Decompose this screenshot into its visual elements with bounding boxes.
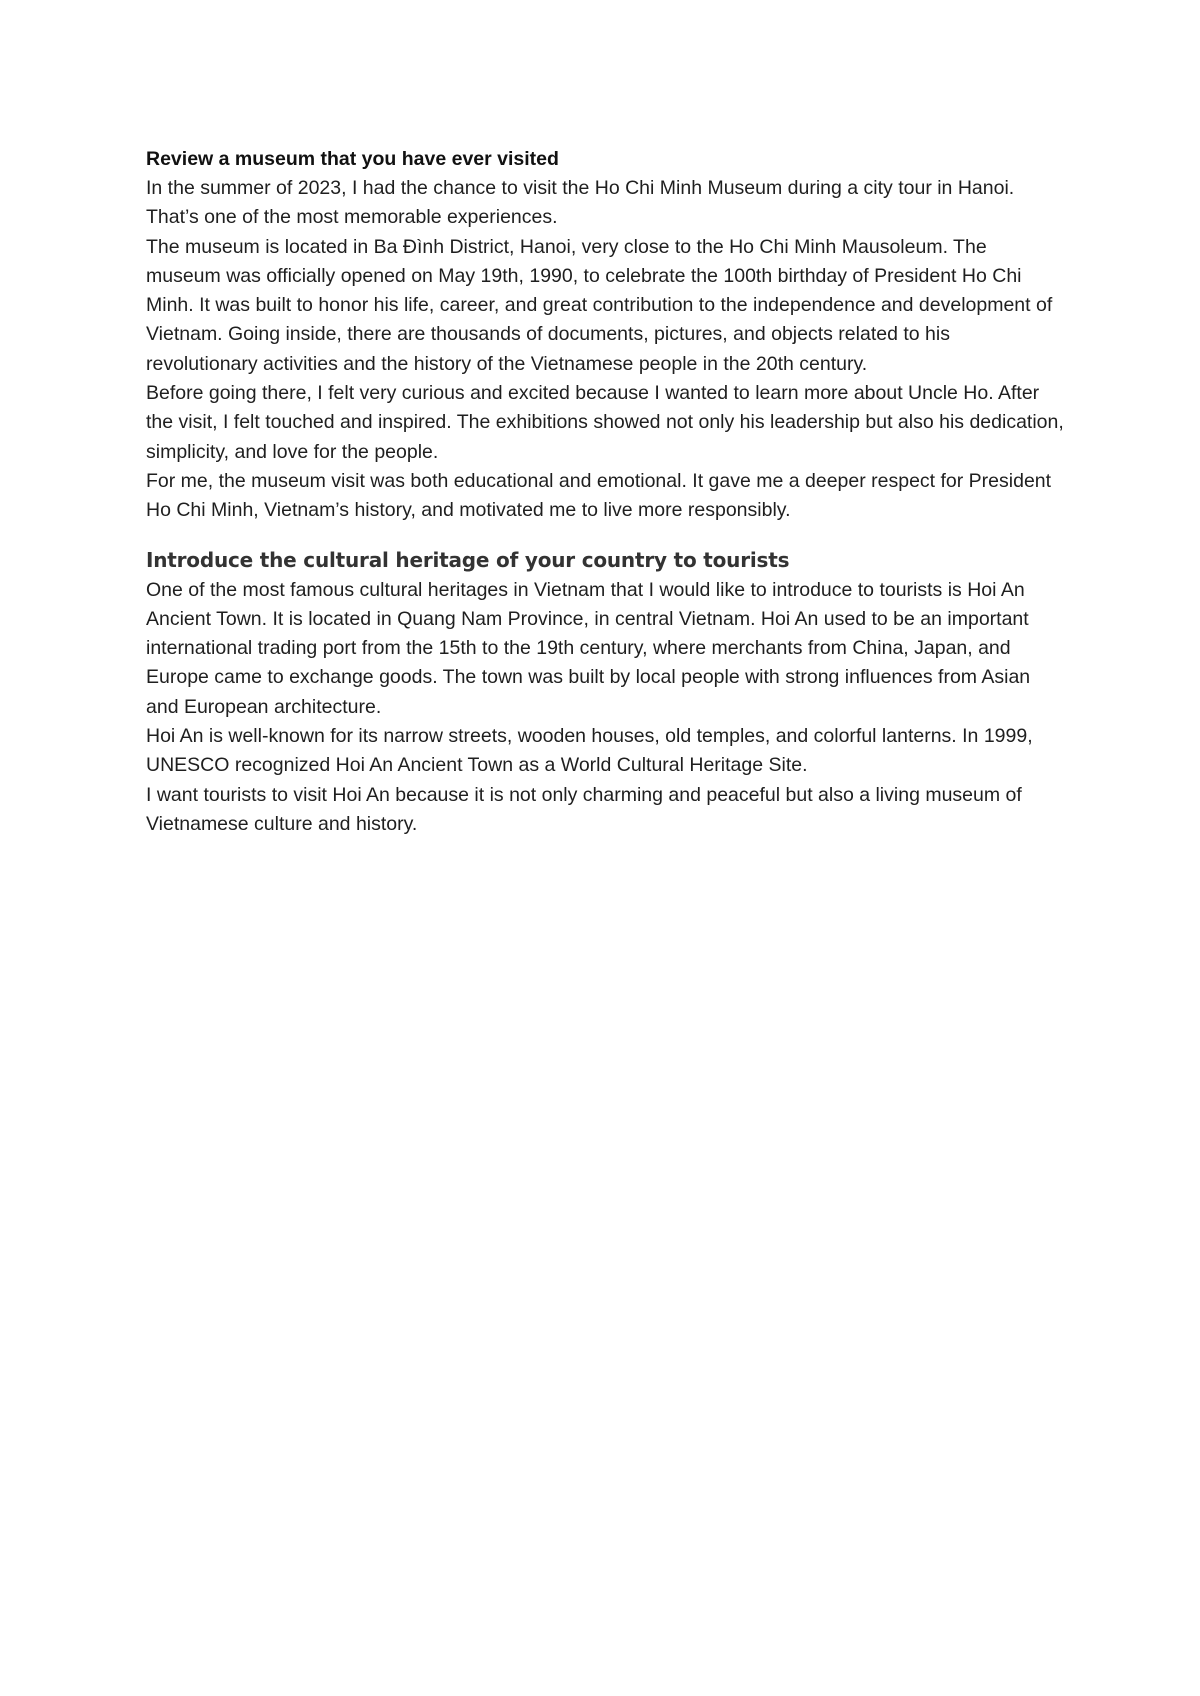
paragraph: I want tourists to visit Hoi An because it is not only charming and peaceful but also a living museum of Vietnamese culture and history. bbox=[146, 783, 1022, 835]
section-heading: Introduce the cultural heritage of your country to tourists bbox=[146, 547, 790, 572]
section-heading: Review a museum that you have ever visited bbox=[146, 148, 559, 170]
paragraph: In the summer of 2023, I had the chance to visit the Ho Chi Minh Museum during a city tour in Hanoi. That’s one of the most memorable experiences. bbox=[146, 177, 1015, 229]
paragraph: For me, the museum visit was both educational and emotional. It gave me a deeper respect for President Ho Chi Minh, Vietnam’s history, and motivated me to live more responsibly. bbox=[146, 469, 1052, 522]
paragraph: Before going there, I felt very curious and excited because I wanted to learn more about Uncle Ho. After the visit, I felt touched and inspired. The exhibitions showed not only his leadership but also his dedication, simplicity, and love for the people. bbox=[146, 382, 1064, 463]
paragraph: The museum is located in Ba Đình District, Hanoi, very close to the Ho Chi Minh Mausoleum. The museum was officially opened on May 19th, 1990, to celebrate the 100th birthday of President Ho Chi Minh. It was built to honor his life, career, and great contribution to the independence and development of Vietnam. Going inside, there are thousands of documents, pictures, and objects related to his revolutionary activities and the history of the Vietnamese people in the 20th century. bbox=[146, 235, 1053, 375]
paragraph: One of the most famous cultural heritages in Vietnam that I would like to introduce to tourists is Hoi An Ancient Town. It is located in Quang Nam Province, in central Vietnam. Hoi An used to be an important international trading port from the 15th to the 19th century, where merchants from China, Japan, and Europe came to exchange goods. The town was built by local people with strong influences from Asian and European architecture. bbox=[146, 578, 1031, 718]
section-cultural-heritage bbox=[146, 546, 1066, 840]
document-page bbox=[146, 146, 1066, 839]
paragraph: Hoi An is well-known for its narrow streets, wooden houses, old temples, and colorful lanterns. In 1999, UNESCO recognized Hoi An Ancient Town as a World Cultural Heritage Site. bbox=[146, 725, 1033, 777]
section-spacer bbox=[146, 526, 1066, 546]
section-museum-review bbox=[146, 146, 1066, 526]
